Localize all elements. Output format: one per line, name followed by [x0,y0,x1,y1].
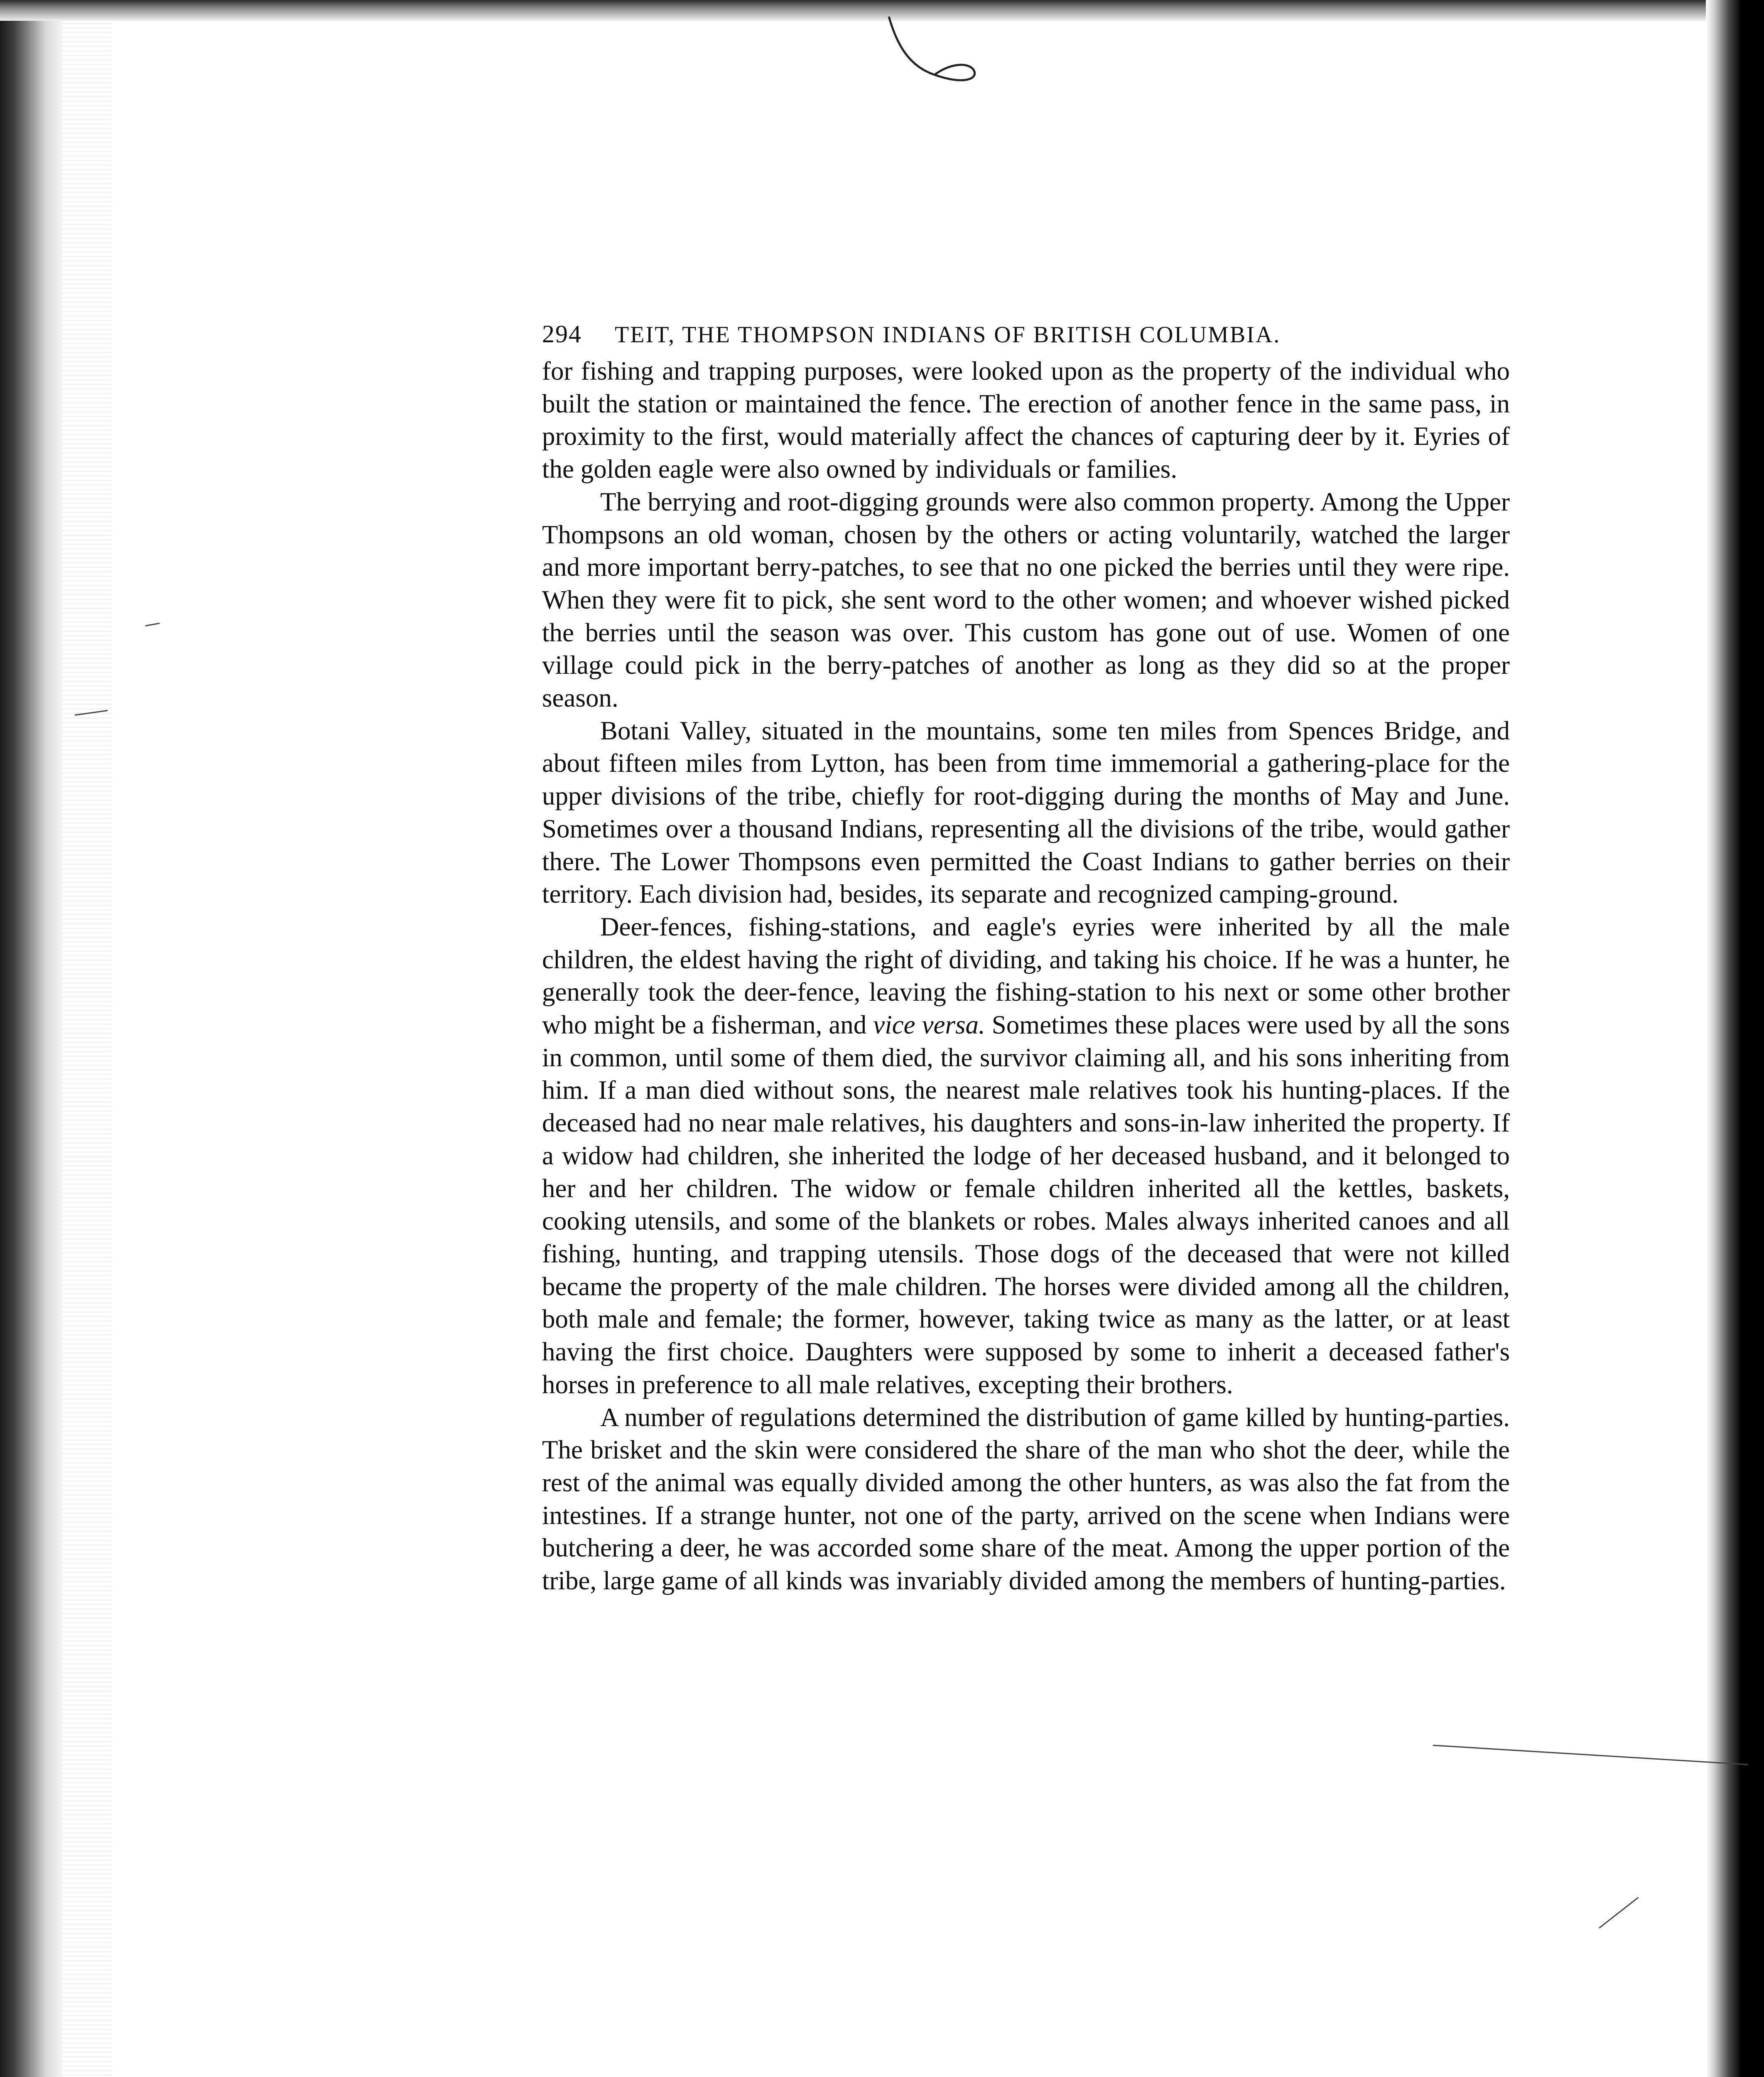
paragraph: A number of regulations determined the distribution of game killed by hunting-parties. The brisket and the skin were considered the share of the man who shot the deer, while the rest of the animal was equally divided among the other hunters, as was also the fat from the intestines. If a strange hunter, not one of the party, arrived on the scene when Indians were butchering a deer, he was accorded some share of the meat. Among the upper portion of the tribe, large game of all kinds was invariably divided among the members of hunting-parties. [542,1402,1510,1596]
page-number: 294 [542,320,582,348]
paragraph-text: Sometimes these places were used by all the sons in common, until some of them died, the survivor claiming all, and his sons inheriting from him. If a man died without sons, the nearest male relatives took his hunting-places. If the deceased had no near male relatives, his daughters and sons-in-law inherited the property. If a widow had children, she inherited the lodge of her deceased husband, and it belonged to her and her children. The widow or female children inherited all the kettles, baskets, cooking utensils, and some of the blankets or robes. Males always inherited canoes and all fishing, hunting, and trapping utensils. Those dogs of the deceased that were not killed became the property of the male children. The horses were divided among all the children, both male and female; the former, however, taking twice as many as the latter, or at least having the first choice. Daughters were supposed by some to inherit a deceased father's horses in preference to all male relatives, excepting their brothers. [542,1010,1510,1399]
body-text [542,355,1510,1597]
running-title: TEIT, THE THOMPSON INDIANS OF BRITISH COLUMBIA. [615,322,1281,348]
paragraph: The berrying and root-digging grounds were also common property. Among the Upper Thompsons an old woman, chosen by the others or acting voluntarily, watched the larger and more important berry-patches, to see that no one picked the berries until they were ripe. When they were fit to pick, she sent word to the other women; and whoever wished picked the berries until the season was over. This custom has gone out of use. Women of one village could pick in the berry-patches of another as long as they did so at the proper season. [542,487,1510,713]
paragraph: for fishing and trapping purposes, were looked upon as the property of the individual who built the station or maintained the fence. The erection of another fence in the same pass, in proximity to the first, would materially affect the chances of capturing deer by it. Eyries of the golden eagle were also owned by individuals or families. [542,356,1510,484]
scan-shadow-left [0,0,62,2077]
pencil-mark [1433,1745,1748,1765]
italic-phrase: vice versa. [873,1010,985,1040]
scan-border-right [1706,0,1764,2077]
pencil-loop-mark [885,12,980,96]
paragraph [542,911,1510,1401]
scan-shadow-top [0,0,1764,21]
paragraph: Botani Valley, situated in the mountains, some ten miles from Spences Bridge, and about fifteen miles from Lytton, has been from time immemorial a gathering-place for the upper divisions of the tribe, chiefly for root-digging during the months of May and June. Sometimes over a thousand Indians, representing all the divisions of the tribe, would gather there. The Lower Thompsons even permitted the Coast Indians to gather berries on their territory. Each division had, besides, its separate and recognized camping-ground. [542,716,1510,909]
book-page [542,320,1510,1597]
scan-noise-left [62,0,112,2077]
running-head [542,320,1510,349]
paragraph-text: Deer-fences, fishing-stations, and eagle's eyries were inherited by all the male children, the eldest having the right of dividing, and taking his choice. If he was a hunter, he generally took the deer-fence, leaving the fishing-station to his next or some other brother who might be a fisherman, and [542,912,1510,1040]
pencil-mark [145,623,160,626]
pencil-mark [1599,1897,1639,1928]
